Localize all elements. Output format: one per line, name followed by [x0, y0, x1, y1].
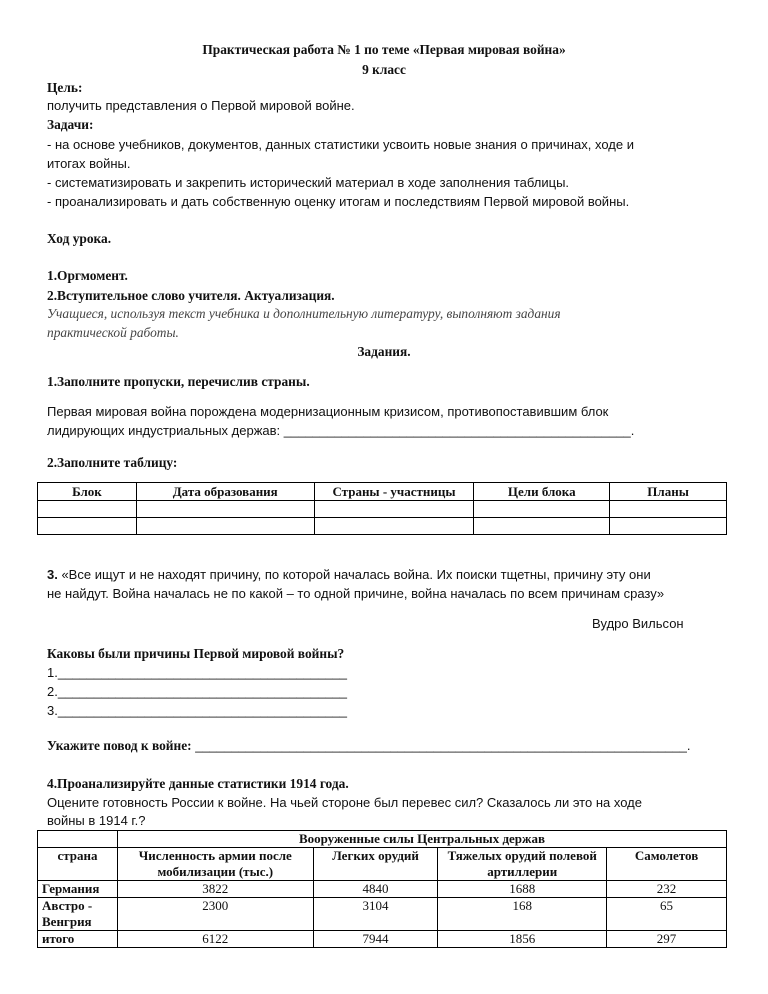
- lesson-step-1: 1.Оргмомент.: [47, 268, 128, 283]
- table-cell: [610, 501, 727, 518]
- table-row: [38, 898, 727, 931]
- table-cell: [136, 501, 314, 518]
- goal-text: получить представления о Первой мировой войне.: [47, 98, 355, 113]
- table-row: [38, 931, 727, 948]
- column-header: Легких орудий: [313, 848, 438, 881]
- task3-quote: не найдут. Война началась не по какой – то одной причине, война началась по всем причинам сразу»: [47, 586, 665, 601]
- table-cell: 3104: [313, 898, 438, 931]
- table-cell: [38, 501, 137, 518]
- table-caption-row: [38, 831, 727, 848]
- tasks-line: - на основе учебников, документов, данных статистики усвоить новые знания о причинах, ходе и: [47, 137, 634, 152]
- blocs-table: [37, 482, 727, 535]
- goal-label: Цель:: [47, 80, 83, 95]
- tasks-line: итогах войны.: [47, 156, 131, 171]
- assignments-heading: Задания.: [357, 344, 411, 359]
- task1-text: лидирующих индустриальных держав: ________________________________________________.: [47, 423, 635, 438]
- table-header-row: [38, 848, 727, 881]
- table-cell: [38, 518, 137, 535]
- table-cell: [38, 831, 118, 848]
- quote-author: Вудро Вильсон: [592, 616, 684, 631]
- task2-heading: 2.Заполните таблицу:: [47, 455, 178, 470]
- table-cell: 297: [607, 931, 727, 948]
- column-header: Страны - участницы: [314, 483, 474, 501]
- column-header: Самолетов: [607, 848, 727, 881]
- table-cell: [136, 518, 314, 535]
- task4-text: войны в 1914 г.?: [47, 813, 146, 828]
- task1-text: Первая мировая война порождена модернизационным кризисом, противопоставившим блок: [47, 404, 609, 419]
- table-cell: 1856: [438, 931, 607, 948]
- lesson-step-2: 2.Вступительное слово учителя. Актуализация.: [47, 288, 335, 303]
- answer-blank: 2.________________________________________: [47, 684, 348, 699]
- column-header: Блок: [38, 483, 137, 501]
- table-header-row: [38, 483, 727, 501]
- table-cell: 168: [438, 898, 607, 931]
- task4-text: Оцените готовность России к войне. На чьей стороне был перевес сил? Сказалось ли это на ходе: [47, 795, 642, 810]
- lesson-note: Учащиеся, используя текст учебника и дополнительную литературу, выполняют задания: [47, 306, 561, 321]
- table-row: [38, 518, 727, 535]
- table-cell: 6122: [117, 931, 313, 948]
- pretext-blank: ____________________________________________________________________.: [191, 738, 691, 753]
- answer-blank: 3.________________________________________: [47, 703, 348, 718]
- column-header: Численность армии после мобилизации (тыс.): [117, 848, 313, 881]
- table-cell: 1688: [438, 881, 607, 898]
- tasks-line: - систематизировать и закрепить исторический материал в ходе заполнения таблицы.: [47, 175, 570, 190]
- table-cell: [610, 518, 727, 535]
- column-header: Дата образования: [136, 483, 314, 501]
- table-cell: 4840: [313, 881, 438, 898]
- task1-heading: 1.Заполните пропуски, перечислив страны.: [47, 374, 310, 389]
- table-cell: 65: [607, 898, 727, 931]
- table-row: [38, 881, 727, 898]
- task4-heading: 4.Проанализируйте данные статистики 1914 года.: [47, 776, 349, 791]
- task3-quote: [47, 567, 651, 582]
- country-cell: Германия: [38, 881, 118, 898]
- grade-label: 9 класс: [362, 62, 406, 77]
- quote-text: «Все ищут и не находят причину, по которой началась война. Их поиски тщетны, причину эту они: [57, 567, 651, 582]
- table-cell: 7944: [313, 931, 438, 948]
- pretext-label: Укажите повод к войне:: [47, 738, 192, 753]
- answer-blank: 1.________________________________________: [47, 665, 348, 680]
- table-cell: 3822: [117, 881, 313, 898]
- lesson-note: практической работы.: [47, 325, 179, 340]
- causes-question: Каковы были причины Первой мировой войны?: [47, 646, 345, 661]
- column-header: Тяжелых орудий полевой артиллерии: [438, 848, 607, 881]
- armed-forces-table: [37, 830, 727, 948]
- column-header: Планы: [610, 483, 727, 501]
- task3-number: 3.: [47, 567, 58, 582]
- lesson-heading: Ход урока.: [47, 231, 112, 246]
- table-row: [38, 501, 727, 518]
- table-caption: Вооруженные силы Центральных держав: [117, 831, 726, 848]
- pretext-line: [47, 738, 690, 754]
- country-cell: Австро - Венгрия: [38, 898, 118, 931]
- column-header: Цели блока: [474, 483, 610, 501]
- table-cell: [314, 518, 474, 535]
- column-header: страна: [38, 848, 118, 881]
- table-cell: 2300: [117, 898, 313, 931]
- country-cell: итого: [38, 931, 118, 948]
- table-cell: [474, 518, 610, 535]
- tasks-label: Задачи:: [47, 117, 94, 132]
- tasks-line: - проанализировать и дать собственную оценку итогам и последствиям Первой мировой войны.: [47, 194, 630, 209]
- table-cell: [314, 501, 474, 518]
- table-cell: [474, 501, 610, 518]
- document-title: Практическая работа № 1 по теме «Первая мировая война»: [202, 42, 566, 57]
- table-cell: 232: [607, 881, 727, 898]
